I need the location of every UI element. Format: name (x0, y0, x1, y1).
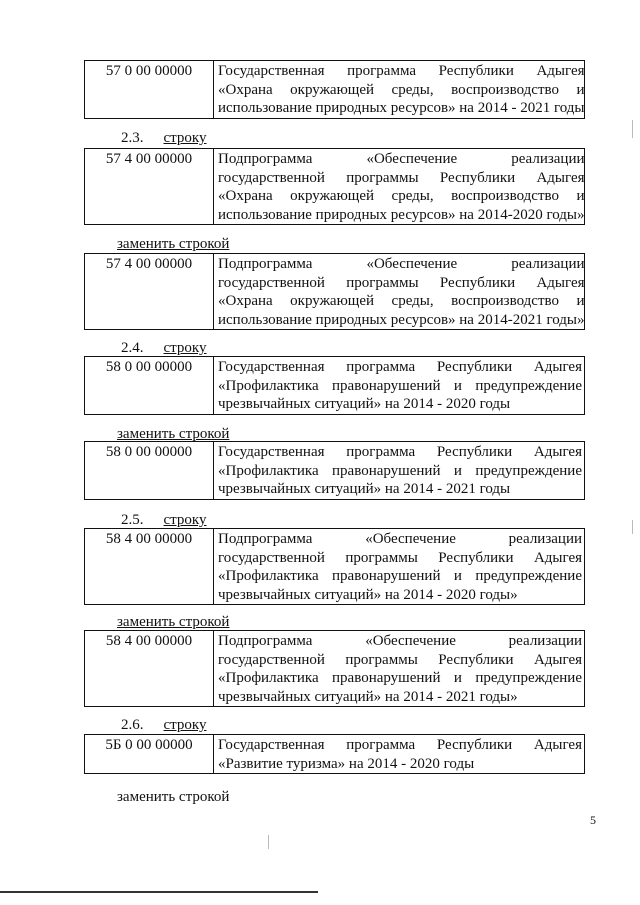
desc-line: Государственная программа Республики Адыгея (218, 444, 582, 460)
row-description (214, 442, 584, 499)
desc-line: использование природных ресурсов» на 2014-2020 годы» (218, 206, 585, 223)
row-table-5 (84, 441, 585, 500)
row-description (214, 61, 587, 118)
item-label-2-6 (121, 717, 206, 734)
desc-line: Подпрограмма «Обеспечение реализации (218, 633, 582, 649)
budget-code: 57 4 00 00000 (85, 149, 214, 224)
scan-smudge (268, 835, 269, 849)
desc-line: «Развитие туризма» на 2014 - 2020 годы (218, 755, 475, 772)
row-table-1 (84, 60, 585, 119)
item-number: 2.3. (121, 130, 144, 146)
desc-line: Подпрограмма «Обеспечение реализации (218, 531, 582, 547)
desc-line: Подпрограмма «Обеспечение реализации (218, 151, 585, 167)
desc-line: чрезвычайных ситуаций» на 2014 - 2021 годы (218, 481, 511, 497)
row-table-6 (84, 528, 585, 605)
desc-line: Государственная программа Республики Адыгея (218, 63, 585, 79)
item-number: 2.6. (121, 717, 144, 733)
desc-line: государственной программы Республики Адыгея (218, 549, 582, 566)
row-table-7 (84, 630, 585, 707)
replace-label: заменить строкой (117, 236, 230, 252)
desc-line: государственной программы Республики Адыгея (218, 274, 585, 291)
budget-code: 58 0 00 00000 (85, 442, 214, 499)
item-number: 2.4. (121, 340, 144, 356)
budget-code: 57 0 00 00000 (85, 61, 214, 118)
budget-code: 58 4 00 00000 (85, 529, 214, 604)
item-label-2-4 (121, 340, 206, 357)
scan-smudge (632, 120, 633, 138)
replace-label: заменить строкой (117, 614, 230, 630)
desc-line: чрезвычайных ситуаций» на 2014 - 2021 годы» (218, 688, 518, 705)
budget-code: 5Б 0 00 00000 (85, 735, 214, 773)
item-label-2-3 (121, 130, 206, 147)
budget-code: 57 4 00 00000 (85, 254, 214, 329)
desc-line: Государственная программа Республики Адыгея (218, 359, 582, 375)
desc-line: «Профилактика правонарушений и предупреждение (218, 670, 582, 686)
desc-line: «Профилактика правонарушений и предупреждение (218, 377, 582, 394)
item-word: строку (163, 512, 207, 528)
row-description (214, 529, 584, 604)
budget-code: 58 0 00 00000 (85, 357, 214, 414)
row-description (214, 735, 584, 773)
desc-line: государственной программы Республики Адыгея (218, 169, 585, 186)
desc-line: «Охрана окружающей среды, воспроизводство и (218, 188, 585, 204)
row-description (214, 357, 584, 414)
desc-line: «Профилактика правонарушений и предупреждение (218, 568, 582, 584)
desc-line: «Охрана окружающей среды, воспроизводство и (218, 81, 585, 98)
final-replace-label: заменить строкой (117, 789, 230, 805)
row-description (214, 254, 587, 329)
item-word: строку (163, 340, 207, 356)
row-description (214, 631, 584, 706)
desc-line: Государственная программа Республики Адыгея (218, 737, 582, 753)
page-number: 5 (590, 813, 596, 827)
row-table-3 (84, 253, 585, 330)
desc-line: чрезвычайных ситуаций» на 2014 - 2020 годы (218, 396, 511, 412)
desc-line: государственной программы Республики Адыгея (218, 651, 582, 668)
row-table-8 (84, 734, 585, 774)
row-table-4 (84, 356, 585, 415)
desc-line: использование природных ресурсов» на 2014-2021 годы» (218, 311, 585, 328)
desc-line: «Охрана окружающей среды, воспроизводство и (218, 293, 585, 309)
desc-line: использование природных ресурсов» на 2014 - 2021 годы (218, 100, 585, 116)
item-number: 2.5. (121, 512, 144, 528)
row-table-2 (84, 148, 585, 225)
row-description (214, 149, 587, 224)
desc-line: чрезвычайных ситуаций» на 2014 - 2020 годы» (218, 586, 518, 603)
item-word: строку (163, 130, 207, 146)
desc-line: Подпрограмма «Обеспечение реализации (218, 256, 585, 272)
desc-line: «Профилактика правонарушений и предупреждение (218, 462, 582, 479)
scan-smudge (632, 520, 633, 534)
item-word: строку (163, 717, 207, 733)
budget-code: 58 4 00 00000 (85, 631, 214, 706)
bottom-rule (0, 891, 318, 893)
item-label-2-5 (121, 512, 206, 529)
replace-label: заменить строкой (117, 426, 230, 442)
